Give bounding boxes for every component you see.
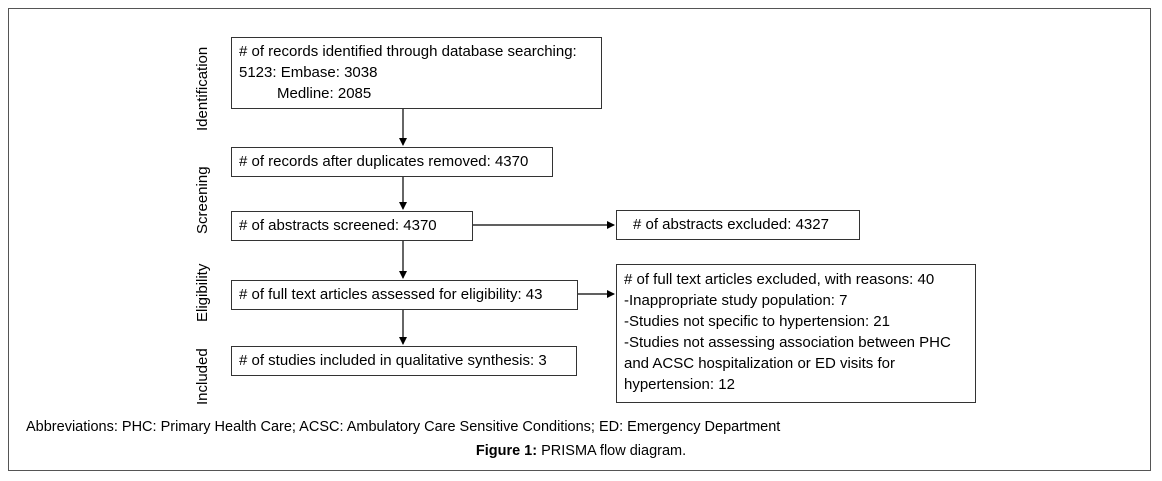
fulltext-excluded-line-2: -Inappropriate study population: 7 [624, 292, 848, 309]
stage-label-eligibility: Eligibility [194, 263, 211, 322]
abstracts-excluded-text: # of abstracts excluded: 4327 [633, 216, 829, 233]
duplicates-removed-box [231, 147, 553, 177]
abstracts-screened-text: # of abstracts screened: 4370 [239, 217, 437, 234]
records-identified-line-3: Medline: 2085 [277, 85, 372, 102]
duplicates-removed-text: # of records after duplicates removed: 4370 [239, 153, 529, 170]
fulltext-assessed-box [231, 280, 578, 310]
abstracts-excluded-box [616, 210, 860, 240]
stage-label-screening: Screening [194, 166, 211, 234]
studies-included-box [231, 346, 577, 376]
records-identified-line-2: 5123: Embase: 3038 [239, 64, 378, 81]
studies-included-text: # of studies included in qualitative synthesis: 3 [239, 352, 547, 369]
abbreviations-note: Abbreviations: PHC: Primary Health Care; ACSC: Ambulatory Care Sensitive Conditions; ED: Emergency Department [26, 419, 781, 435]
records-identified-line-1: # of records identified through database searching: [239, 43, 577, 60]
records-identified-box [231, 37, 602, 109]
fulltext-assessed-text: # of full text articles assessed for eligibility: 43 [239, 286, 543, 303]
fulltext-excluded-box [616, 264, 976, 403]
fulltext-excluded-line-1: # of full text articles excluded, with reasons: 40 [624, 271, 935, 288]
fulltext-excluded-line-6: hypertension: 12 [624, 376, 735, 393]
stage-label-identification: Identification [194, 46, 211, 131]
fulltext-excluded-line-3: -Studies not specific to hypertension: 21 [624, 313, 890, 330]
fulltext-excluded-line-5: and ACSC hospitalization or ED visits for [624, 355, 895, 372]
fulltext-excluded-line-4: -Studies not assessing association between PHC [624, 334, 951, 351]
figure-caption-text: PRISMA flow diagram. [537, 443, 687, 459]
stage-label-included: Included [194, 348, 211, 405]
abstracts-screened-box [231, 211, 473, 241]
figure-caption-label: Figure 1: [475, 443, 538, 459]
figure-caption [0, 443, 1162, 459]
